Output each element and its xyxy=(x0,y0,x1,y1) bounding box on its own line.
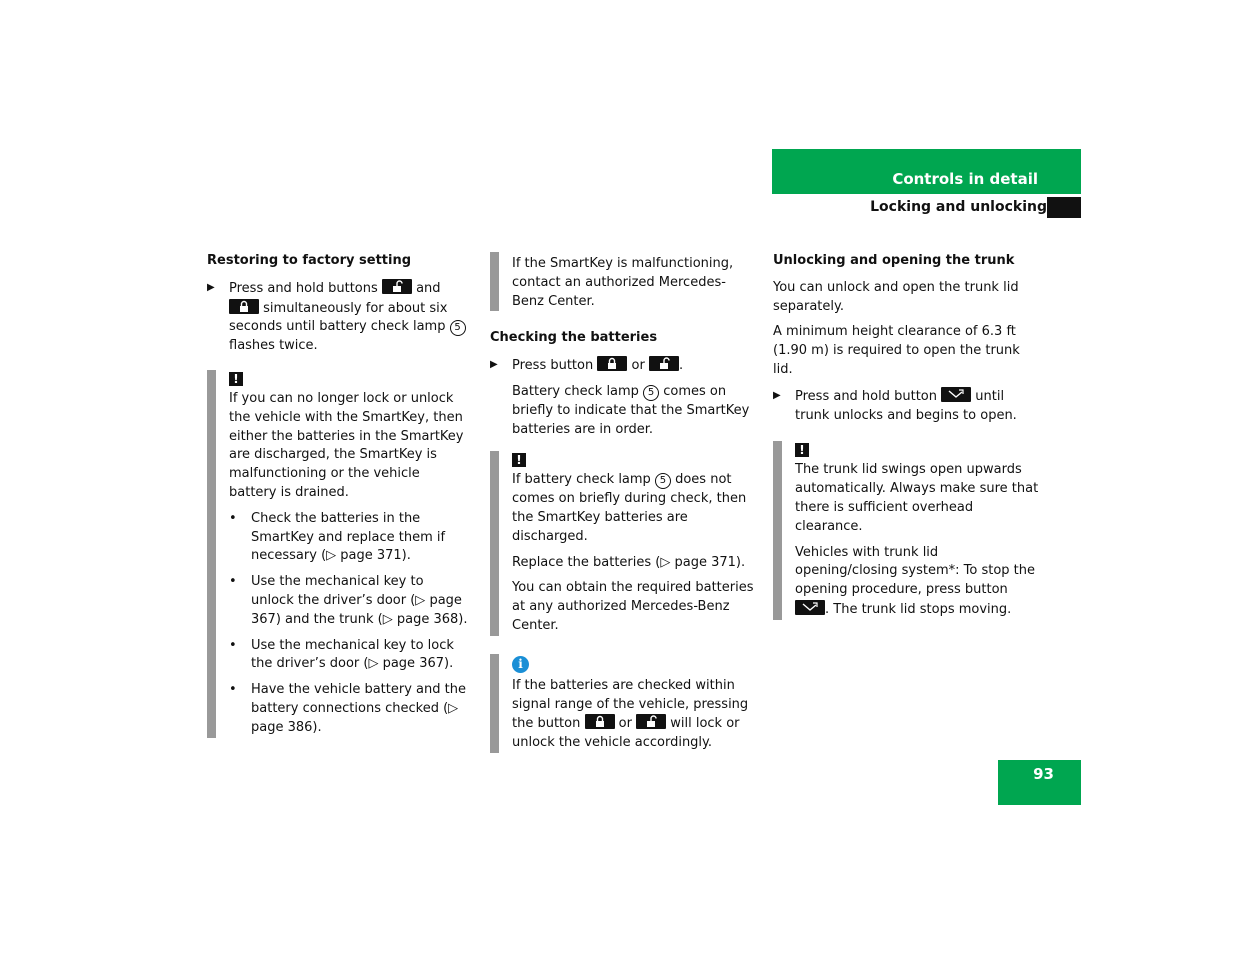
exclamation-icon: ! xyxy=(795,443,809,457)
info-text: If the batteries are checked within signal range of the vehicle, pressing the button or will lock or unlock the vehicle accordingly. xyxy=(512,677,749,751)
step-press-button: ▶ Press button or . xyxy=(490,358,684,374)
warning-text: If you can no longer lock or unlock the vehicle with the SmartKey, then either the batteries in the SmartKey are discharged, the SmartKey is malfunctioning or the vehicle battery is drained. xyxy=(229,390,464,500)
battery-lamp-number: 5 xyxy=(643,385,659,401)
unlock-button-icon xyxy=(649,356,679,371)
header-section-bar xyxy=(772,149,1081,194)
warning-text: Replace the batteries (▷ page 371). xyxy=(512,554,746,570)
lock-button-icon xyxy=(229,299,259,314)
trunk-button-icon xyxy=(795,600,825,615)
section-title: Controls in detail xyxy=(892,170,1038,188)
heading-opening-trunk: Unlocking and opening the trunk xyxy=(773,253,1015,268)
unlock-button-icon xyxy=(382,279,412,294)
battery-lamp-number: 5 xyxy=(450,320,466,336)
result-text: Battery check lamp 5 comes on briefly to indicate that the SmartKey batteries are in order. xyxy=(512,383,750,437)
step-press-trunk: ▶ Press and hold button until trunk unlocks and begins to open. xyxy=(773,388,1017,423)
list-item: • Use the mechanical key to unlock the driver’s door (▷ page 367) and the trunk (▷ page 368). xyxy=(229,574,468,627)
page-number: 93 xyxy=(1033,765,1054,783)
warning-note-smartkey xyxy=(207,370,469,738)
heading-factory-setting: Restoring to factory setting xyxy=(207,253,412,268)
list-item: • Use the mechanical key to lock the driver’s door (▷ page 367). xyxy=(229,637,454,672)
battery-lamp-number: 5 xyxy=(655,473,671,489)
column-2 xyxy=(490,252,756,765)
step-factory-reset: ▶ Press and hold buttons and simultaneously for about six seconds until battery check lamp 5 flashes twice. xyxy=(207,279,469,356)
arrow-icon: ▶ xyxy=(773,389,781,401)
page-number-box xyxy=(998,760,1081,805)
bullet-dot: • xyxy=(229,682,237,698)
trunk-button-icon xyxy=(941,387,971,402)
arrow-icon: ▶ xyxy=(207,281,215,293)
bullet-list xyxy=(229,510,469,738)
list-item: • Have the vehicle battery and the battery connections checked (▷ page 386). xyxy=(229,682,466,735)
subsection-marker xyxy=(1047,197,1081,218)
warning-note-batteries xyxy=(490,451,756,635)
lock-button-icon xyxy=(585,714,615,729)
warning-text: You can obtain the required batteries at any authorized Mercedes-Benz Center. xyxy=(512,580,754,633)
bullet-dot: • xyxy=(229,637,237,653)
column-3 xyxy=(773,252,1041,632)
note-malfunction xyxy=(490,252,756,311)
info-icon: i xyxy=(512,656,529,673)
arrow-icon: ▶ xyxy=(490,359,498,371)
bullet-dot: • xyxy=(229,574,237,590)
list-item: • Check the batteries in the SmartKey and replace them if necessary (▷ page 371). xyxy=(229,510,446,564)
note-text: If the SmartKey is malfunctioning, contact an authorized Mercedes-Benz Center. xyxy=(512,256,734,309)
warning-text: Vehicles with trunk lid opening/closing system*: To stop the opening procedure, press button . The trunk lid stops moving. xyxy=(795,544,1036,617)
warning-text: The trunk lid swings open upwards automatically. Always make sure that there is sufficient overhead clearance. xyxy=(795,462,1039,534)
warning-text: If battery check lamp 5 does not comes on briefly during check, then the SmartKey batteries are discharged. xyxy=(512,472,747,544)
bullet-dot: • xyxy=(229,510,237,526)
column-1 xyxy=(207,252,469,750)
info-note-signal-range xyxy=(490,654,756,753)
heading-checking-batteries: Checking the batteries xyxy=(490,330,658,346)
exclamation-icon: ! xyxy=(229,372,243,386)
warning-note-trunk xyxy=(773,441,1041,619)
lock-button-icon xyxy=(597,356,627,371)
unlock-button-icon xyxy=(636,714,666,729)
paragraph: You can unlock and open the trunk lid separately. xyxy=(773,279,1019,314)
paragraph: A minimum height clearance of 6.3 ft (1.90 m) is required to open the trunk lid. xyxy=(773,324,1020,377)
subsection-title: Locking and unlocking xyxy=(870,199,1047,215)
exclamation-icon: ! xyxy=(512,453,526,467)
